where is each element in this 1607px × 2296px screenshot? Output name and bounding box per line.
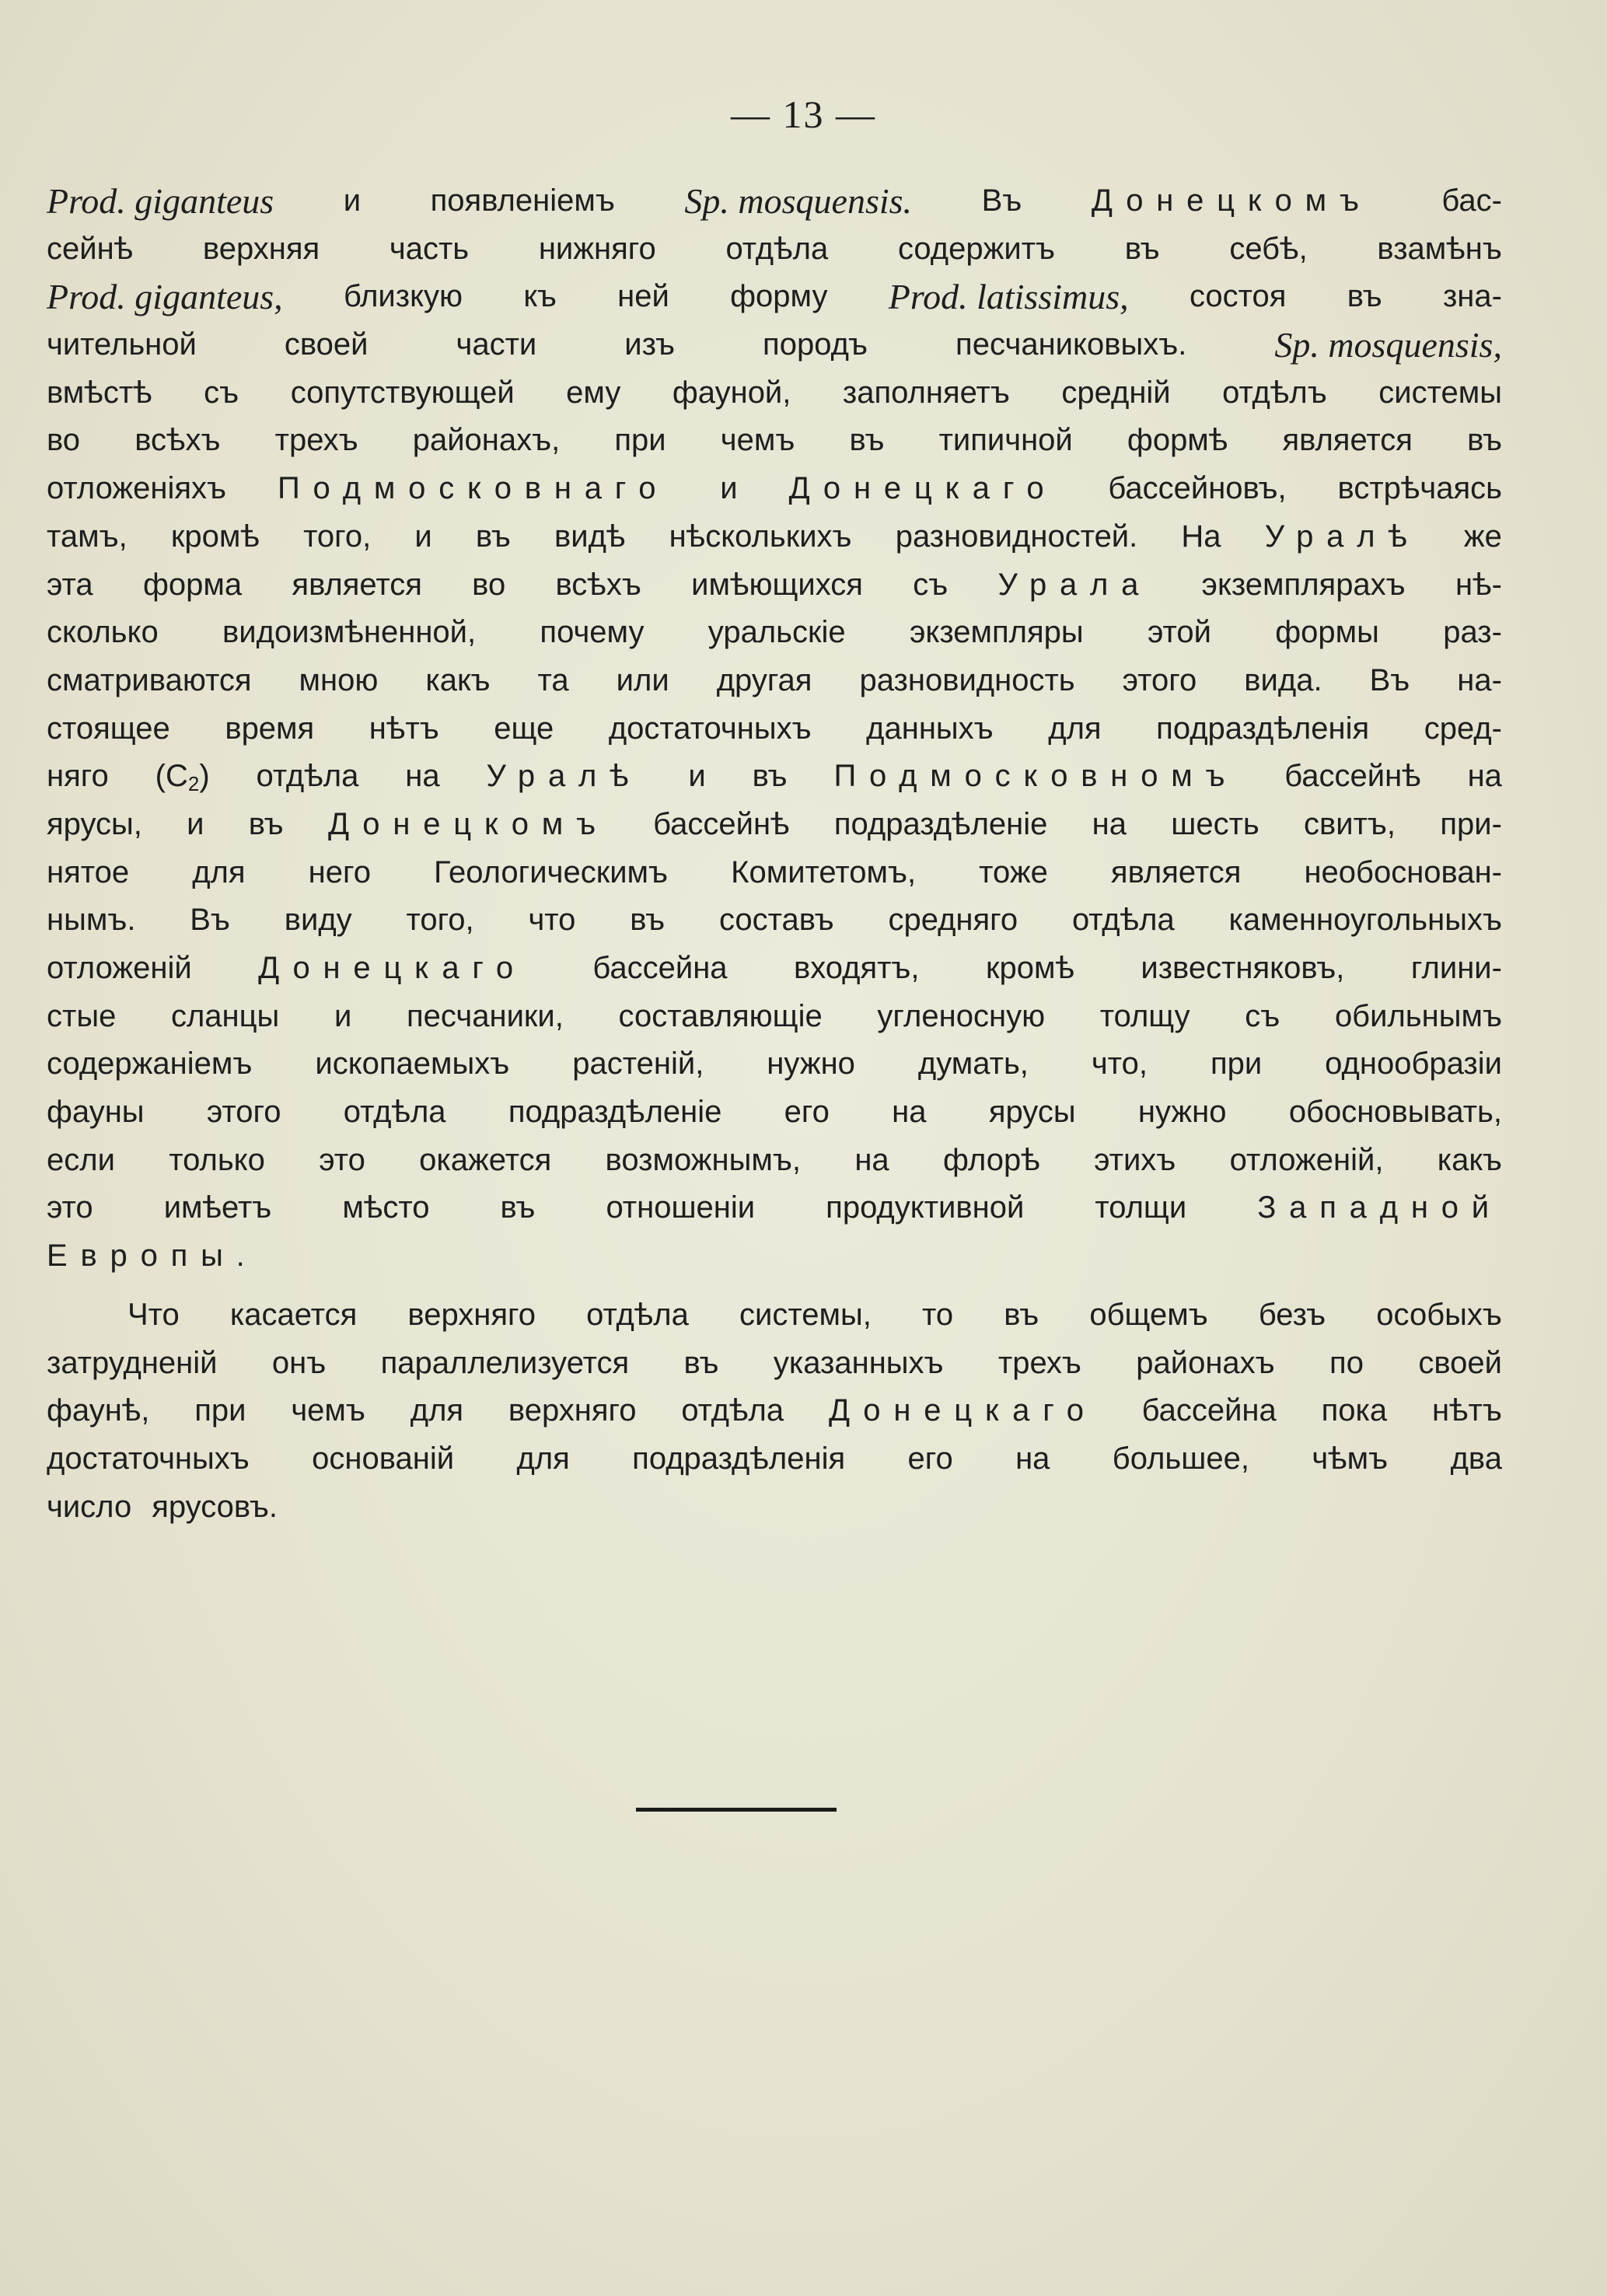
- word: на: [1467, 759, 1502, 794]
- word: форма: [142, 567, 243, 602]
- word: бассейновъ,: [1108, 471, 1287, 506]
- spaced-word: Европы.: [47, 1239, 258, 1274]
- word: шесть: [1171, 806, 1259, 841]
- word: почему: [540, 615, 645, 650]
- word: На: [1181, 519, 1221, 554]
- word: для: [1048, 711, 1102, 746]
- word: верхняя: [202, 231, 320, 266]
- word: того,: [406, 903, 474, 938]
- word: Геологическимъ: [434, 854, 669, 889]
- word: нымъ.: [47, 903, 136, 938]
- word: стые: [47, 998, 117, 1033]
- word: флорѣ: [942, 1142, 1040, 1177]
- page-number: — 13 —: [731, 93, 876, 136]
- word: и: [688, 759, 706, 794]
- spaced-word: Западной: [1257, 1190, 1502, 1225]
- word: достаточныхъ: [47, 1441, 250, 1476]
- word: верхняго: [508, 1393, 637, 1428]
- word: сланцы: [170, 998, 280, 1033]
- word: или: [616, 662, 669, 697]
- word: раз-: [1443, 615, 1502, 650]
- word: сколько: [47, 615, 159, 650]
- word: подраздѣленіе: [508, 1095, 722, 1130]
- word: на: [1092, 806, 1127, 841]
- word: необоснован-: [1304, 854, 1502, 889]
- paragraph: [47, 177, 1502, 1281]
- word: для: [516, 1441, 570, 1476]
- word: часть: [389, 231, 470, 266]
- word: бассейна: [592, 951, 728, 985]
- text-line: [47, 849, 1502, 897]
- text-line: [47, 1340, 1502, 1388]
- text-line: [47, 1387, 1502, 1435]
- word: бас-: [1441, 183, 1502, 218]
- word: въ: [849, 423, 885, 458]
- text-line: [47, 225, 1502, 274]
- word: его: [907, 1441, 953, 1476]
- word: этого: [206, 1095, 281, 1130]
- word: на: [854, 1142, 889, 1177]
- word: Въ: [981, 183, 1022, 218]
- word: ярусы: [988, 1095, 1076, 1130]
- word: же: [1463, 519, 1502, 554]
- word: нѣ-: [1455, 567, 1502, 602]
- word: нѣтъ: [369, 711, 439, 746]
- word: составъ: [718, 903, 834, 938]
- word: мѣсто: [342, 1190, 430, 1225]
- word: какъ: [425, 662, 491, 697]
- text-line: [47, 273, 1502, 321]
- word: свитъ,: [1304, 806, 1396, 841]
- text-line: [47, 657, 1502, 705]
- latin-taxon: Sp. mosquensis,: [1274, 325, 1502, 365]
- word: только: [169, 1142, 265, 1177]
- word: подраздѣленія: [632, 1441, 846, 1476]
- latin-taxon: Prod. giganteus: [47, 181, 274, 221]
- word: экземпляры: [909, 615, 1084, 650]
- word: себѣ,: [1229, 231, 1308, 266]
- word: ему: [566, 375, 621, 410]
- text-line: [47, 993, 1502, 1041]
- word: въ: [500, 1190, 536, 1225]
- word: затрудненій: [47, 1345, 218, 1380]
- word: содержаніемъ: [47, 1047, 253, 1082]
- word: угленосную: [877, 998, 1046, 1033]
- word: этой: [1147, 615, 1211, 650]
- word: нижняго: [538, 231, 656, 266]
- word: трехъ: [997, 1345, 1081, 1380]
- word: бассейнѣ: [1284, 759, 1421, 794]
- word: сматриваются: [47, 662, 252, 697]
- latin-taxon: Sp. mosquensis.: [684, 181, 913, 221]
- word: Комитетомъ,: [731, 854, 917, 889]
- word: съ: [1245, 998, 1280, 1033]
- word: Въ: [1369, 662, 1410, 697]
- word: фауной,: [672, 375, 791, 410]
- word: формѣ: [1127, 423, 1228, 458]
- word: на: [892, 1095, 927, 1130]
- word: и: [414, 519, 432, 554]
- word: продуктивной: [826, 1190, 1025, 1225]
- word: районахъ,: [412, 423, 561, 458]
- word: эта: [47, 567, 93, 602]
- word: параллелизуется: [380, 1345, 630, 1380]
- word: большее,: [1112, 1441, 1249, 1476]
- word: каменноугольныхъ: [1228, 903, 1502, 938]
- text-line: [47, 1483, 1502, 1532]
- word: своей: [284, 327, 369, 362]
- word: съ: [913, 567, 948, 602]
- word: отношеніи: [606, 1190, 756, 1225]
- word: и: [187, 806, 204, 841]
- word: входятъ,: [793, 951, 920, 985]
- word: кромѣ: [170, 519, 260, 554]
- word: всѣхъ: [555, 567, 641, 602]
- body-text: [47, 177, 1502, 1531]
- spaced-word: Донецкаго: [258, 951, 526, 985]
- word: и: [720, 471, 738, 506]
- word: отдѣла: [725, 231, 829, 266]
- word: части: [456, 327, 537, 362]
- word: отдѣла: [343, 1095, 446, 1130]
- word: отдѣла: [681, 1393, 784, 1428]
- text-line: [47, 1291, 1502, 1340]
- paragraph: [47, 1291, 1502, 1531]
- word: ней: [617, 279, 669, 314]
- word: сопутствующей: [290, 375, 515, 410]
- word: для: [192, 854, 246, 889]
- word: еще: [494, 711, 554, 746]
- text-line: [47, 1435, 1502, 1483]
- text-line: [47, 321, 1502, 369]
- word: и: [343, 183, 362, 218]
- word: разновидностей.: [895, 519, 1138, 554]
- text-line: [47, 513, 1502, 561]
- word: разновидность: [859, 662, 1075, 697]
- end-rule: [636, 1808, 837, 1812]
- text-line: [47, 369, 1502, 418]
- text-line: [47, 465, 1502, 513]
- text-line: [47, 177, 1502, 225]
- word: обильнымъ: [1334, 998, 1502, 1033]
- subscript: 2: [187, 772, 200, 796]
- word: сейнѣ: [47, 231, 134, 266]
- word: Что: [128, 1297, 180, 1332]
- word: составляющіе: [618, 998, 823, 1033]
- latin-taxon: Prod. latissimus,: [888, 277, 1129, 317]
- word: этихъ: [1094, 1142, 1176, 1177]
- word: число: [47, 1489, 132, 1524]
- word: того,: [303, 519, 372, 554]
- word: растеній,: [572, 1047, 704, 1082]
- word: нужно: [1137, 1095, 1227, 1130]
- spaced-word: Донецкаго: [788, 471, 1057, 506]
- word: ярусовъ.: [152, 1489, 278, 1524]
- word: въ: [1124, 231, 1160, 266]
- word: какъ: [1437, 1142, 1502, 1177]
- text-line: [47, 417, 1502, 465]
- word: подраздѣленія: [1156, 711, 1370, 746]
- word: сред-: [1424, 711, 1502, 746]
- word: по: [1329, 1345, 1364, 1380]
- word: онъ: [271, 1345, 327, 1380]
- word: въ: [630, 903, 666, 938]
- word: фауны: [47, 1095, 145, 1130]
- word: съ: [204, 375, 239, 410]
- word: въ: [1467, 423, 1502, 458]
- text-line: [47, 1184, 1502, 1232]
- word: то: [922, 1297, 954, 1332]
- word: нѣсколькихъ: [669, 519, 852, 554]
- word: возможнымъ,: [605, 1142, 801, 1177]
- word: чемъ: [720, 423, 795, 458]
- word: стоящее: [47, 711, 170, 746]
- text-line: [47, 1089, 1502, 1137]
- word: достаточныхъ: [608, 711, 812, 746]
- word: средняго: [888, 903, 1018, 938]
- word: изъ: [624, 327, 676, 362]
- word: въ: [1347, 279, 1382, 314]
- text-line: [47, 561, 1502, 610]
- word: окажется: [419, 1142, 552, 1177]
- word: основаній: [312, 1441, 455, 1476]
- spaced-word: Донецкомъ: [1091, 183, 1372, 218]
- word: формы: [1275, 615, 1379, 650]
- word: этого: [1122, 662, 1197, 697]
- word: обосновывать,: [1288, 1095, 1502, 1130]
- word: типичной: [938, 423, 1073, 458]
- spaced-word: Подмосковнаго: [278, 471, 669, 506]
- spaced-word: Донецкомъ: [327, 806, 609, 841]
- word: во: [47, 423, 81, 458]
- word: фаунѣ,: [47, 1393, 150, 1428]
- word: если: [47, 1142, 115, 1177]
- word: касается: [229, 1297, 358, 1332]
- word: няго: [47, 759, 109, 794]
- word: кромѣ: [985, 951, 1074, 985]
- word: отложеній,: [1229, 1142, 1384, 1177]
- spaced-word: Уралѣ: [1264, 519, 1420, 554]
- word: вида.: [1244, 662, 1322, 697]
- word: содержитъ: [897, 231, 1056, 266]
- word: тамъ,: [47, 519, 128, 554]
- word: на-: [1457, 662, 1502, 697]
- text-line: [47, 896, 1502, 945]
- word: состоя: [1189, 279, 1287, 314]
- word: своей: [1418, 1345, 1502, 1380]
- word: отдѣла: [256, 759, 359, 794]
- latin-taxon: Prod. giganteus,: [47, 277, 283, 317]
- spaced-word: Уралѣ: [486, 759, 642, 794]
- word: песчаники,: [406, 998, 564, 1033]
- word: въ: [248, 806, 284, 841]
- text-line: [47, 705, 1502, 753]
- word: при-: [1440, 806, 1502, 841]
- word: отдѣлъ: [1222, 375, 1327, 410]
- word: отложеній: [47, 951, 192, 985]
- word: нѣтъ: [1431, 1393, 1502, 1428]
- word: уральскіе: [707, 615, 846, 650]
- word: что: [528, 903, 576, 938]
- spaced-word: Урала: [997, 567, 1152, 602]
- word: пока: [1321, 1393, 1388, 1428]
- word: это: [47, 1190, 93, 1225]
- word: известняковъ,: [1141, 951, 1345, 985]
- word: что,: [1091, 1047, 1148, 1082]
- word: видѣ: [554, 519, 626, 554]
- word: тоже: [979, 854, 1048, 889]
- word: данныхъ: [866, 711, 994, 746]
- spaced-word: Донецкаго: [828, 1393, 1097, 1428]
- word: средній: [1061, 375, 1171, 410]
- text-line: [47, 1232, 1502, 1281]
- word: толщи: [1095, 1190, 1187, 1225]
- word: заполняетъ: [842, 375, 1010, 410]
- word: всѣхъ: [134, 423, 221, 458]
- word: для: [410, 1393, 464, 1428]
- word: нятое: [47, 854, 130, 889]
- text-line: [47, 1040, 1502, 1089]
- word: особыхъ: [1376, 1297, 1502, 1332]
- word: него: [308, 854, 371, 889]
- word: форму: [730, 279, 828, 314]
- text-line: [47, 609, 1502, 657]
- word: зна-: [1442, 279, 1502, 314]
- word: является: [1110, 854, 1242, 889]
- word: время: [225, 711, 315, 746]
- word: $(C_2)$: [155, 759, 210, 796]
- word: системы,: [739, 1297, 872, 1332]
- word: подраздѣленіе: [833, 806, 1048, 841]
- word: чѣмъ: [1312, 1441, 1389, 1476]
- word: ярусы,: [47, 806, 142, 841]
- word: взамѣнъ: [1377, 231, 1502, 266]
- word: на: [1015, 1441, 1050, 1476]
- word: при: [194, 1393, 246, 1428]
- text-line: [47, 945, 1502, 993]
- text-line: [47, 1137, 1502, 1185]
- word: при: [1210, 1047, 1263, 1082]
- word: является: [1282, 423, 1413, 458]
- word: безъ: [1258, 1297, 1326, 1332]
- word: та: [537, 662, 569, 697]
- word: верхняго: [407, 1297, 536, 1332]
- word: общемъ: [1089, 1297, 1208, 1332]
- word: бассейна: [1141, 1393, 1277, 1428]
- word: трехъ: [274, 423, 358, 458]
- word: имѣетъ: [163, 1190, 272, 1225]
- word: близкую: [343, 279, 463, 314]
- word: районахъ: [1136, 1345, 1275, 1380]
- word: системы: [1378, 375, 1502, 410]
- spaced-word: Подмосковномъ: [833, 759, 1238, 794]
- word: другая: [716, 662, 812, 697]
- word: появленіемъ: [430, 183, 615, 218]
- word: въ: [752, 759, 788, 794]
- word: чемъ: [291, 1393, 365, 1428]
- word: толщу: [1099, 998, 1190, 1033]
- word: указанныхъ: [773, 1345, 944, 1380]
- word: и: [334, 998, 352, 1033]
- word: мною: [299, 662, 379, 697]
- word: однообразіи: [1325, 1047, 1502, 1082]
- word: его: [784, 1095, 830, 1130]
- word: думать,: [917, 1047, 1029, 1082]
- word: отложеніяхъ: [47, 471, 227, 506]
- word: это: [319, 1142, 365, 1177]
- word: породъ: [763, 327, 868, 362]
- word: нужно: [767, 1047, 855, 1082]
- word: виду: [284, 903, 352, 938]
- word: къ: [523, 279, 557, 314]
- word: въ: [475, 519, 511, 554]
- text-line: [47, 801, 1502, 849]
- word: при: [614, 423, 666, 458]
- text-line: [47, 753, 1502, 801]
- word: является: [292, 567, 422, 602]
- word: чительной: [47, 327, 197, 362]
- word: отдѣла: [586, 1297, 689, 1332]
- word: видоизмѣненной,: [222, 615, 477, 650]
- word: песчаниковыхъ.: [955, 327, 1187, 362]
- word: глини-: [1410, 951, 1502, 985]
- word: во: [472, 567, 506, 602]
- word: въ: [1004, 1297, 1039, 1332]
- word: два: [1450, 1441, 1502, 1476]
- word: встрѣчаясь: [1337, 471, 1502, 506]
- word: бассейнѣ: [653, 806, 790, 841]
- word: Въ: [190, 903, 230, 938]
- word: вмѣстѣ: [47, 375, 152, 410]
- word: въ: [683, 1345, 719, 1380]
- word: ископаемыхъ: [315, 1047, 510, 1082]
- word: на: [405, 759, 440, 794]
- word: имѣющихся: [691, 567, 863, 602]
- word: отдѣла: [1071, 903, 1175, 938]
- word: экземплярахъ: [1201, 567, 1406, 602]
